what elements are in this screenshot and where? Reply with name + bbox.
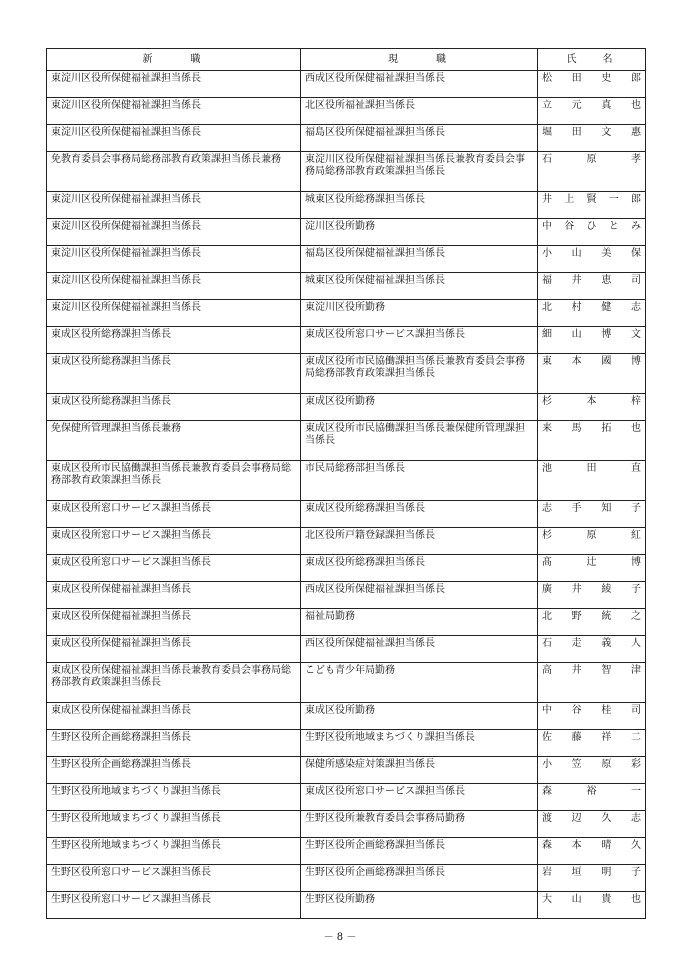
current-post-cell: 東淀川区役所勤務: [301, 300, 538, 327]
new-post-cell: 免教育委員会事務局総務部教育政策課担当係長兼務: [47, 152, 301, 192]
current-post-cell: 福島区役所保健福祉課担当係長: [301, 125, 538, 152]
current-post-cell: 東淀川区役所保健福祉課担当係長兼教育委員会事務局総務部教育政策課担当係長: [301, 152, 538, 192]
name-cell: 大山貴也: [538, 892, 646, 919]
new-post-cell: 東淀川区役所保健福祉課担当係長: [47, 300, 301, 327]
name-cell: 東本國博: [538, 354, 646, 394]
table-row: [47, 609, 646, 636]
name-cell: 立元真也: [538, 98, 646, 125]
current-post-cell: 東成区役所市民協働課担当係長兼教育委員会事務局総務部教育政策課担当係長: [301, 354, 538, 394]
current-post-cell: 北区役所戸籍登録課担当係長: [301, 528, 538, 555]
current-post-cell: 西成区役所保健福祉課担当係長: [301, 582, 538, 609]
current-post-cell: 東成区役所勤務: [301, 703, 538, 730]
new-post-cell: 東成区役所総務課担当係長: [47, 394, 301, 421]
new-post-cell: 東淀川区役所保健福祉課担当係長: [47, 192, 301, 219]
table-row: [47, 663, 646, 703]
table-row: [47, 98, 646, 125]
new-post-cell: 東淀川区役所保健福祉課担当係長: [47, 273, 301, 300]
table-row: [47, 838, 646, 865]
current-post-cell: 生野区役所兼教育委員会事務局勤務: [301, 811, 538, 838]
table-row: [47, 703, 646, 730]
current-post-cell: 生野区役所企画総務課担当係長: [301, 865, 538, 892]
current-post-cell: 東成区役所総務課担当係長: [301, 501, 538, 528]
current-post-cell: 福島区役所保健福祉課担当係長: [301, 246, 538, 273]
name-cell: 高井智津: [538, 663, 646, 703]
table-row: [47, 461, 646, 501]
table-row: [47, 246, 646, 273]
current-post-cell: 東成区役所窓口サービス課担当係長: [301, 327, 538, 354]
name-cell: 小笠原彩: [538, 757, 646, 784]
new-post-cell: 東成区役所総務課担当係長: [47, 327, 301, 354]
name-cell: 北野統之: [538, 609, 646, 636]
table-header: [47, 49, 646, 71]
new-post-cell: 東淀川区役所保健福祉課担当係長: [47, 98, 301, 125]
current-post-cell: 保健所感染症対策課担当係長: [301, 757, 538, 784]
table-body: [47, 71, 646, 919]
new-post-cell: 東成区役所保健福祉課担当係長: [47, 582, 301, 609]
current-post-cell: 淀川区役所勤務: [301, 219, 538, 246]
page-number: － 8 －: [323, 932, 357, 943]
name-cell: 廣井綾子: [538, 582, 646, 609]
new-post-cell: 東成区役所保健福祉課担当係長兼教育委員会事務局総務部教育政策課担当係長: [47, 663, 301, 703]
table-row: [47, 421, 646, 461]
table-row: [47, 892, 646, 919]
name-cell: 来馬拓也: [538, 421, 646, 461]
new-post-cell: 東淀川区役所保健福祉課担当係長: [47, 246, 301, 273]
table-row: [47, 757, 646, 784]
name-cell: 杉本梓: [538, 394, 646, 421]
current-post-cell: 東成区役所市民協働課担当係長兼保健所管理課担当係長: [301, 421, 538, 461]
table-row: [47, 300, 646, 327]
table-row: [47, 636, 646, 663]
new-post-cell: 生野区役所地域まちづくり課担当係長: [47, 784, 301, 811]
table-row: [47, 125, 646, 152]
new-post-cell: 免保健所管理課担当係長兼務: [47, 421, 301, 461]
new-post-cell: 生野区役所企画総務課担当係長: [47, 730, 301, 757]
name-cell: 髙辻博: [538, 555, 646, 582]
table-row: [47, 354, 646, 394]
current-post-cell: 城東区役所総務課担当係長: [301, 192, 538, 219]
name-cell: 井上賢一郎: [538, 192, 646, 219]
current-post-cell: 西区役所保健福祉課担当係長: [301, 636, 538, 663]
new-post-cell: 東淀川区役所保健福祉課担当係長: [47, 219, 301, 246]
new-post-cell: 東成区役所保健福祉課担当係長: [47, 703, 301, 730]
current-post-cell: 城東区役所保健福祉課担当係長: [301, 273, 538, 300]
name-cell: 松田史郎: [538, 71, 646, 98]
new-post-cell: 生野区役所窓口サービス課担当係長: [47, 892, 301, 919]
current-post-cell: 市民局総務部担当係長: [301, 461, 538, 501]
personnel-table: [46, 48, 646, 919]
current-post-cell: 北区役所福祉課担当係長: [301, 98, 538, 125]
table-row: [47, 582, 646, 609]
name-cell: 杉原紅: [538, 528, 646, 555]
new-post-cell: 生野区役所窓口サービス課担当係長: [47, 865, 301, 892]
name-cell: 中谷桂司: [538, 703, 646, 730]
new-post-cell: 東成区役所窓口サービス課担当係長: [47, 528, 301, 555]
table-row: [47, 501, 646, 528]
name-cell: 志手知子: [538, 501, 646, 528]
table-row: [47, 273, 646, 300]
current-post-cell: こども青少年局勤務: [301, 663, 538, 703]
name-cell: 中谷ひとみ: [538, 219, 646, 246]
table-row: [47, 192, 646, 219]
new-post-cell: 東淀川区役所保健福祉課担当係長: [47, 71, 301, 98]
new-post-cell: 生野区役所企画総務課担当係長: [47, 757, 301, 784]
current-post-cell: 西成区役所保健福祉課担当係長: [301, 71, 538, 98]
table-row: [47, 394, 646, 421]
new-post-cell: 東成区役所窓口サービス課担当係長: [47, 555, 301, 582]
header-name: 氏名: [538, 49, 646, 71]
table-row: [47, 730, 646, 757]
name-cell: 福井恵司: [538, 273, 646, 300]
current-post-cell: 東成区役所勤務: [301, 394, 538, 421]
current-post-cell: 東成区役所総務課担当係長: [301, 555, 538, 582]
current-post-cell: 東成区役所窓口サービス課担当係長: [301, 784, 538, 811]
table-row: [47, 555, 646, 582]
name-cell: 堀田文惠: [538, 125, 646, 152]
current-post-cell: 福祉局勤務: [301, 609, 538, 636]
new-post-cell: 東成区役所保健福祉課担当係長: [47, 609, 301, 636]
new-post-cell: 東成区役所保健福祉課担当係長: [47, 636, 301, 663]
name-cell: 石原孝: [538, 152, 646, 192]
new-post-cell: 生野区役所地域まちづくり課担当係長: [47, 811, 301, 838]
current-post-cell: 生野区役所勤務: [301, 892, 538, 919]
new-post-cell: 東成区役所総務課担当係長: [47, 354, 301, 394]
name-cell: 森本晴久: [538, 838, 646, 865]
header-new-post: 新職: [47, 49, 301, 71]
current-post-cell: 生野区役所企画総務課担当係長: [301, 838, 538, 865]
table-row: [47, 811, 646, 838]
name-cell: 池田直: [538, 461, 646, 501]
table-row: [47, 219, 646, 246]
table-row: [47, 528, 646, 555]
table-row: [47, 865, 646, 892]
table-row: [47, 71, 646, 98]
name-cell: 北村健志: [538, 300, 646, 327]
name-cell: 渡辺久志: [538, 811, 646, 838]
header-current-post: 現職: [301, 49, 538, 71]
new-post-cell: 東淀川区役所保健福祉課担当係長: [47, 125, 301, 152]
new-post-cell: 東成区役所窓口サービス課担当係長: [47, 501, 301, 528]
new-post-cell: 東成区役所市民協働課担当係長兼教育委員会事務局総務部教育政策課担当係長: [47, 461, 301, 501]
name-cell: 森裕一: [538, 784, 646, 811]
name-cell: 石走義人: [538, 636, 646, 663]
name-cell: 細山博文: [538, 327, 646, 354]
table-row: [47, 327, 646, 354]
name-cell: 佐藤祥二: [538, 730, 646, 757]
new-post-cell: 生野区役所地域まちづくり課担当係長: [47, 838, 301, 865]
table-row: [47, 784, 646, 811]
name-cell: 岩垣明子: [538, 865, 646, 892]
name-cell: 小山美保: [538, 246, 646, 273]
table-row: [47, 152, 646, 192]
current-post-cell: 生野区役所地域まちづくり課担当係長: [301, 730, 538, 757]
